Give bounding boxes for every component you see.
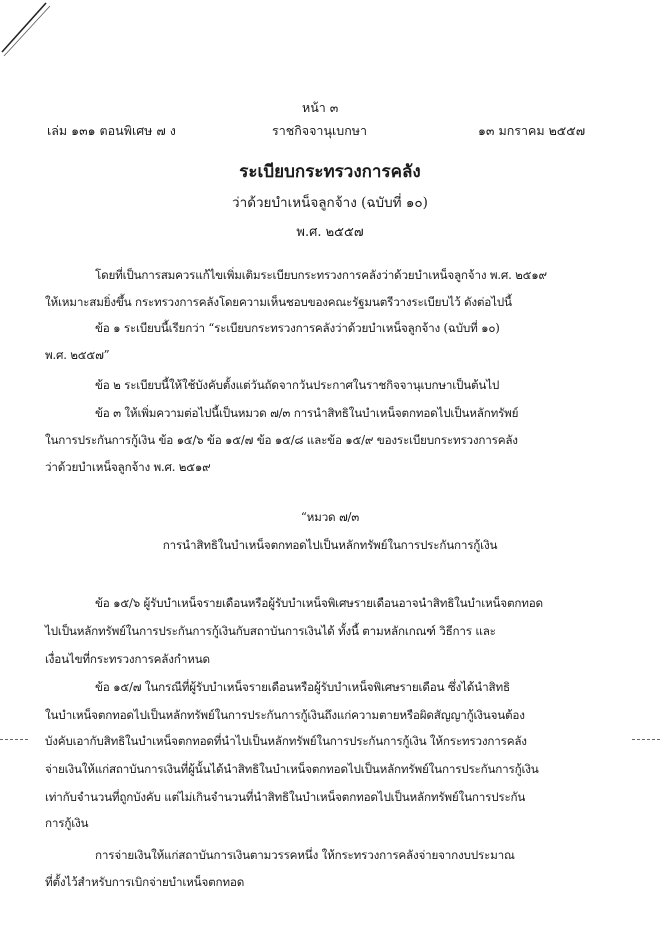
clause-2-line: ข้อ ๒ ระเบียบนี้ให้ใช้บังคับตั้งแต่วันถัดจากวันประกาศในราชกิจจานุเบกษาเป็นต้นไป [95, 378, 500, 392]
preamble-line: ให้เหมาะสมยิ่งขึ้น กระทรวงการคลังโดยความเห็นชอบของคณะรัฐมนตรีวางระเบียบไว้ ดังต่อไปนี้ [45, 295, 512, 309]
gazette-name: ราชกิจจานุเบกษา [272, 123, 368, 138]
clause-3-line: ข้อ ๓ ให้เพิ่มความต่อไปนี้เป็นหมวด ๗/๓ การนำสิทธิในบำเหน็จตกทอดไปเป็นหลักทรัพย์ [95, 406, 519, 420]
clause-15-7-line: การกู้เงิน [45, 816, 89, 830]
clause-1-line: ข้อ ๑ ระเบียบนี้เรียกว่า “ระเบียบกระทรวงการคลังว่าด้วยบำเหน็จลูกจ้าง (ฉบับที่ ๑๐) [95, 321, 500, 335]
clause-15-6-line: เงื่อนไขที่กระทรวงการคลังกำหนด [45, 652, 210, 666]
document-title: ระเบียบกระทรวงการคลัง [239, 162, 421, 182]
clause-3-line: ว่าด้วยบำเหน็จลูกจ้าง พ.ศ. ๒๕๑๙ [45, 460, 211, 474]
clause-15-7-line: ในบำเหน็จตกทอดไปเป็นหลักทรัพย์ในการประกันการกู้เงินถึงแก่ความตายหรือผิดสัญญากู้เงินจนต้อง [45, 708, 525, 722]
clause-15-7-line: ข้อ ๑๕/๗ ในกรณีที่ผู้รับบำเหน็จรายเดือนหรือผู้รับบำเหน็จพิเศษรายเดือน ซึ่งได้นำสิทธิ [95, 680, 510, 694]
volume-info: เล่ม ๑๓๑ ตอนพิเศษ ๗ ง [47, 123, 176, 138]
right-edge-mark [632, 739, 660, 741]
clause-15-6-line: ข้อ ๑๕/๖ ผู้รับบำเหน็จรายเดือนหรือผู้รับบำเหน็จพิเศษรายเดือนอาจนำสิทธิในบำเหน็จตกทอด [95, 596, 543, 610]
payment-paragraph-line: การจ่ายเงินให้แก่สถาบันการเงินตามวรรคหนึ่ง ให้กระทรวงการคลังจ่ายจากงบประมาณ [95, 848, 515, 862]
clause-15-6-line: ไปเป็นหลักทรัพย์ในการประกันการกู้เงินกับสถาบันการเงินได้ ทั้งนี้ ตามหลักเกณฑ์ วิธีการ และ [45, 624, 496, 638]
left-edge-mark [0, 739, 28, 741]
preamble-line: โดยที่เป็นการสมควรแก้ไขเพิ่มเติมระเบียบกระทรวงการคลังว่าด้วยบำเหน็จลูกจ้าง พ.ศ. ๒๕๑๙ [95, 268, 547, 282]
page-number: หน้า ๓ [302, 100, 339, 115]
document-subtitle: ว่าด้วยบำเหน็จลูกจ้าง (ฉบับที่ ๑๐) [232, 195, 428, 211]
issue-date: ๑๓ มกราคม ๒๕๕๗ [478, 123, 586, 138]
clause-1-line: พ.ศ. ๒๕๕๗” [45, 348, 110, 362]
chapter-title: การนำสิทธิในบำเหน็จตกทอดไปเป็นหลักทรัพย์ในการประกันการกู้เงิน [162, 538, 498, 552]
document-year: พ.ศ. ๒๕๕๗ [296, 225, 364, 240]
corner-fold-mark [0, 0, 60, 60]
clause-3-line: ในการประกันการกู้เงิน ข้อ ๑๕/๖ ข้อ ๑๕/๗ ข้อ ๑๕/๘ และข้อ ๑๕/๙ ของระเบียบกระทรวงการคลัง [45, 433, 518, 447]
clause-15-7-line: จ่ายเงินให้แก่สถาบันการเงินที่ผู้นั้นได้นำสิทธิในบำเหน็จตกทอดไปเป็นหลักทรัพย์ในการประกันการกู้เงิน [45, 762, 539, 776]
chapter-label: “หมวด ๗/๓ [300, 510, 360, 524]
payment-paragraph-line: ที่ตั้งไว้สำหรับการเบิกจ่ายบำเหน็จตกทอด [45, 875, 245, 889]
clause-15-7-line: เท่ากับจำนวนที่ถูกบังคับ แต่ไม่เกินจำนวนที่นำสิทธิในบำเหน็จตกทอดไปเป็นหลักทรัพย์ในการประกัน [45, 790, 526, 804]
clause-15-7-line: บังคับเอากับสิทธิในบำเหน็จตกทอดที่นำไปเป็นหลักทรัพย์ในการประกันการกู้เงิน ให้กระทรวงการคลัง [45, 734, 527, 748]
